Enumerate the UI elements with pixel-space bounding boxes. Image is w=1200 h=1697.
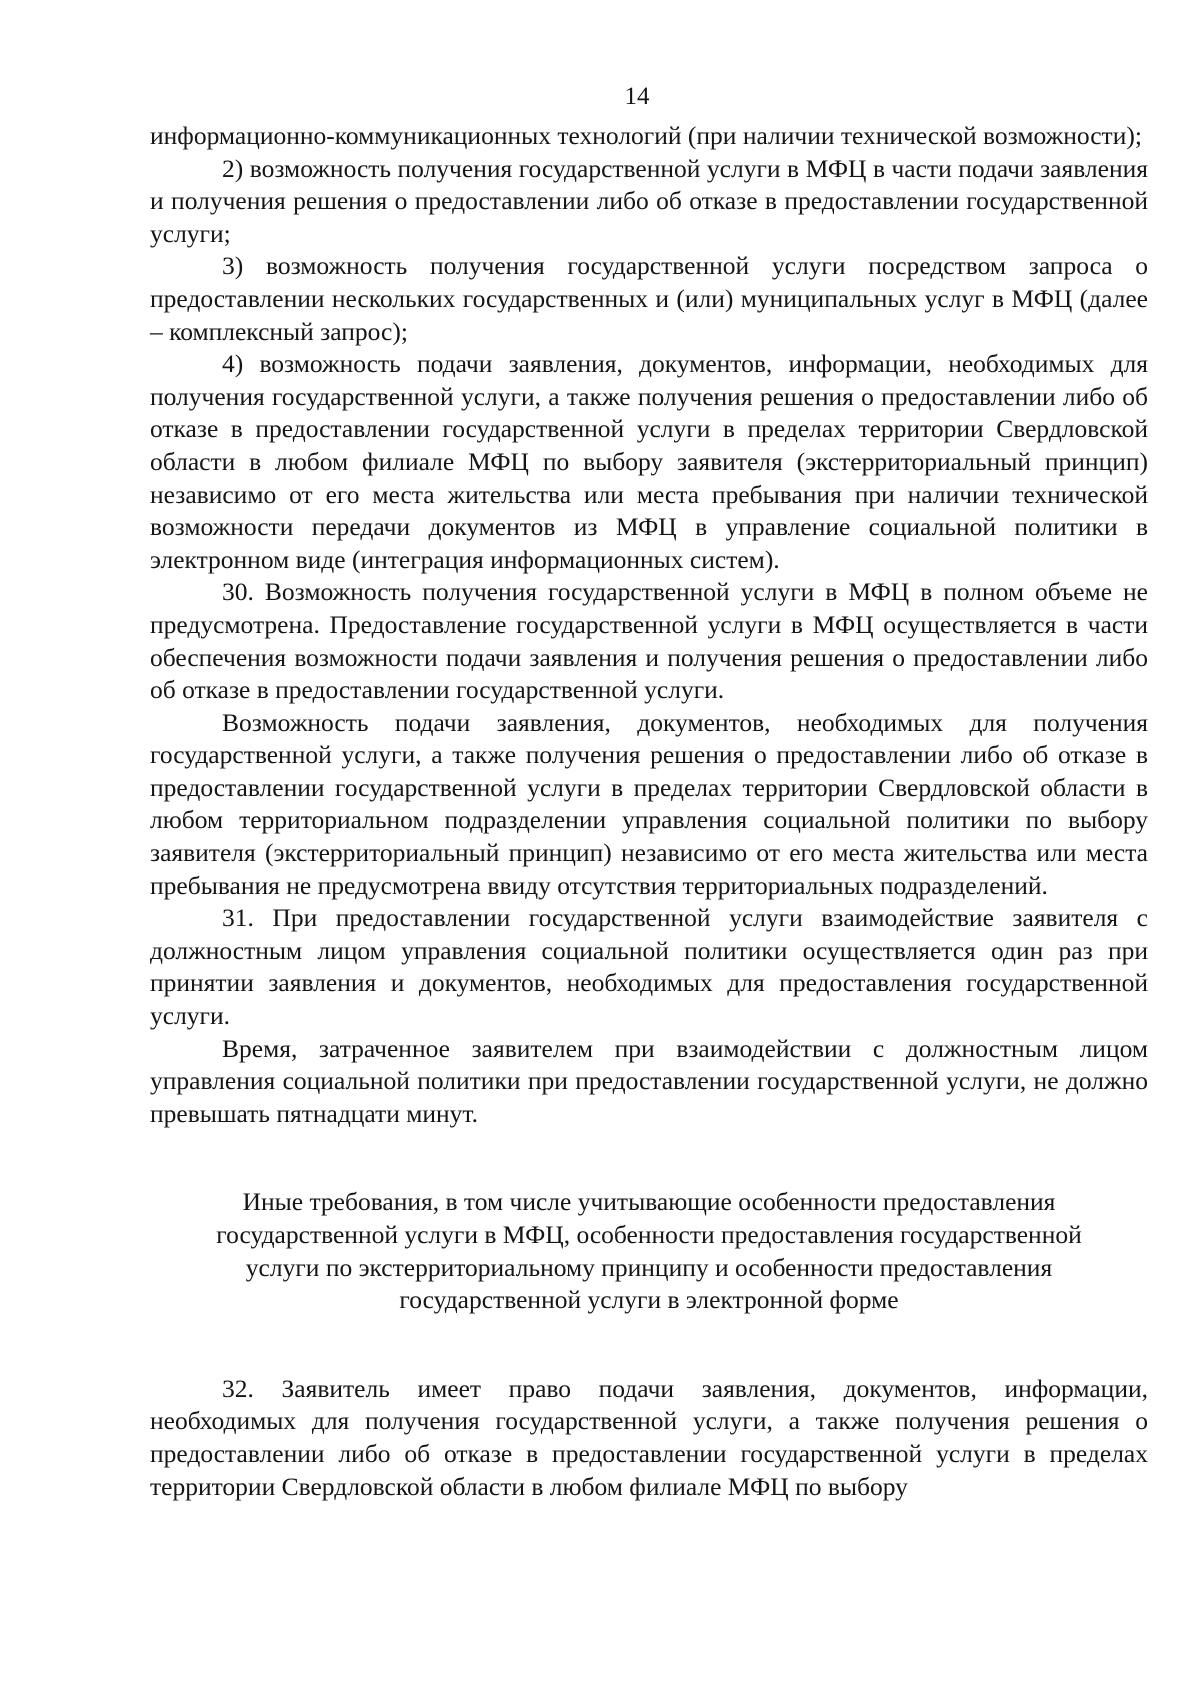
paragraph-continuation: информационно-коммуникационных технологий (при наличии технической возможности); bbox=[150, 121, 1142, 150]
paragraph-31: 31. При предоставлении государственной услуги взаимодействие заявителя с должностным лицом управления социальной политики осуществляется один раз при принятии заявления и документов, необходимых для предоставления государственной услуги. bbox=[150, 903, 1148, 1031]
paragraph-item-2: 2) возможность получения государственной услуги в МФЦ в части подачи заявления и получения решения о предоставлении либо об отказе в предоставлении государственной услуги; bbox=[150, 153, 1148, 248]
page-number: 14 bbox=[624, 83, 650, 110]
body-text-bottom bbox=[150, 1373, 1148, 1503]
paragraph-30: 30. Возможность получения государственной услуги в МФЦ в полном объеме не предусмотрена. Предоставление государственной услуги в МФЦ осуществляется в части обеспечения возможности подачи заявления и получения решения о предоставлении либо об отказе в предоставлении государственной услуги. bbox=[150, 577, 1148, 705]
section-heading-line: Иные требования, в том числе учитывающие особенности предоставления bbox=[242, 1187, 1056, 1217]
section-heading-line: услуги по экстерриториальному принципу и особенности предоставления bbox=[245, 1252, 1053, 1282]
paragraph-item-4: 4) возможность подачи заявления, документов, информации, необходимых для получения государственной услуги, а также получения решения о предоставлении либо об отказе в предоставлении государственной услуги в пределах территории Свердловской области в любом филиале МФЦ по выбору заявителя (экстерриториальный принцип) независимо от его места жительства или места пребывания при наличии технической возможности передачи документов из МФЦ в управление социальной политики в электронном виде (интеграция информационных систем). bbox=[150, 349, 1148, 574]
paragraph-32: 32. Заявитель имеет право подачи заявления, документов, информации, необходимых для получения государственной услуги, а также получения решения о предоставлении либо об отказе в предоставлении государственной услуги в пределах территории Свердловской области в любом филиале МФЦ по выбору bbox=[150, 1373, 1148, 1501]
section-heading-line: государственной услуги в электронной форме bbox=[399, 1285, 899, 1315]
body-text-top bbox=[150, 120, 1148, 1130]
paragraph-31-time-limit: Время, затраченное заявителем при взаимодействии с должностным лицом управления социальной политики при предоставлении государственной услуги, не должно превышать пятнадцати минут. bbox=[150, 1033, 1148, 1128]
paragraph-item-3: 3) возможность получения государственной услуги посредством запроса о предоставлении нескольких государственных и (или) муниципальных услуг в МФЦ (далее – комплексный запрос); bbox=[150, 251, 1148, 346]
section-heading-line: государственной услуги в МФЦ, особенности предоставления государственной bbox=[216, 1220, 1082, 1249]
paragraph-30-extraterritorial: Возможность подачи заявления, документов, необходимых для получения государственной услуги, а также получения решения о предоставлении либо об отказе в предоставлении государственной услуги в пределах территории Свердловской области в любом территориальном подразделении управления социальной политики по выбору заявителя (экстерриториальный принцип) независимо от его места жительства или места пребывания не предусмотрена ввиду отсутствия территориальных подразделений. bbox=[150, 707, 1148, 900]
section-heading bbox=[150, 1186, 1148, 1316]
